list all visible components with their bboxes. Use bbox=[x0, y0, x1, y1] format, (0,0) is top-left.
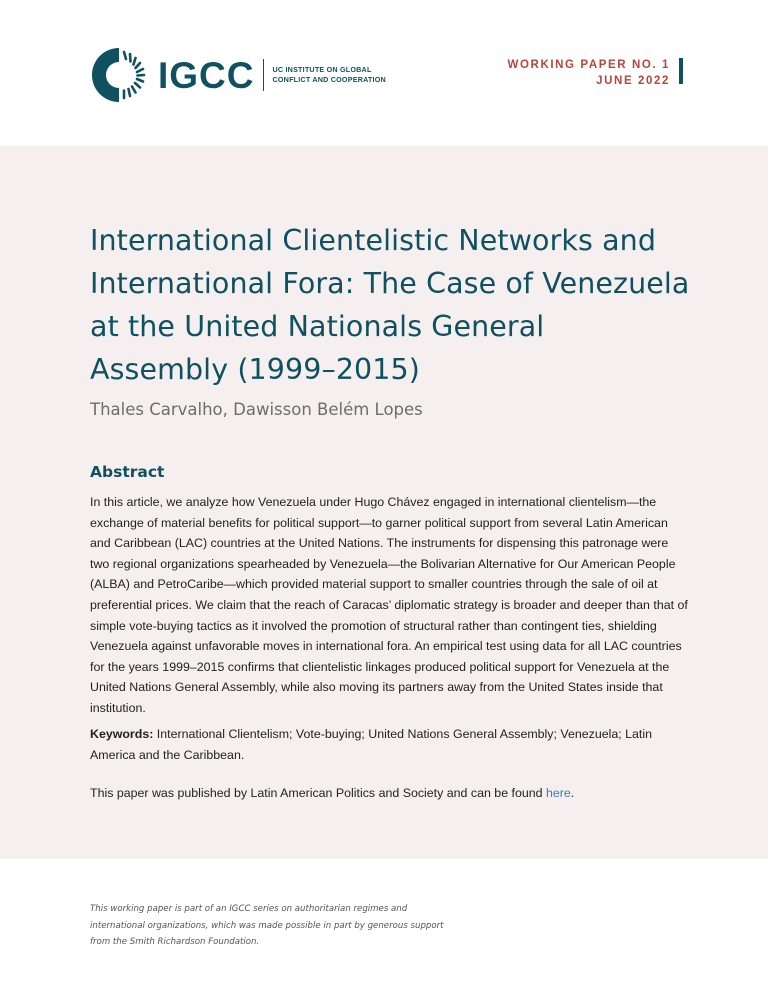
igcc-logo-mark-icon bbox=[88, 44, 150, 106]
logo-divider bbox=[263, 59, 264, 91]
published-text: This paper was published by Latin American Politics and Society and can be found bbox=[90, 786, 546, 800]
paper-title: International Clientelistic Networks and International Fora: The Case of Venezuela at the United Nationals General Assembly (1999–2015) bbox=[90, 224, 690, 386]
igcc-logo[interactable] bbox=[88, 44, 386, 106]
logo-subtitle bbox=[273, 65, 386, 85]
keywords bbox=[90, 724, 690, 765]
meta-accent-bar bbox=[679, 58, 683, 84]
page-header bbox=[0, 0, 768, 146]
published-link[interactable]: here bbox=[545, 786, 571, 800]
abstract-heading: Abstract bbox=[90, 463, 165, 481]
abstract-body: In this article, we analyze how Venezuela under Hugo Chávez engaged in international clientelism—the exchange of material benefits for political support—to garner political support from several Latin American and Caribbean (LAC) countries at the United Nations. The instruments for dispensing this patronage were two regional organizations spearheaded by Venezuela—the Bolivarian Alternative for Our American People (ALBA) and PetroCaribe—which provided material support to smaller countries through the sale of oil at preferential prices. We claim that the reach of Caracas’ diplomatic strategy is broader and deeper than that of simple vote-buying tactics as it involved the promotion of structural rather than contingent ties, shielding Venezuela against unfavorable moves in international fora. An empirical test using data for all LAC countries for the years 1999–2015 confirms that clientelistic linkages produced political support for Venezuela at the United Nations General Assembly, while also moving its partners away from the United States inside that institution. bbox=[90, 495, 688, 715]
logo-subtitle-line2: CONFLICT AND COOPERATION bbox=[272, 75, 386, 84]
funding-footnote: This working paper is part of an IGCC series on authoritarian regimes and international organizations, which was made possible in part by generous support from the Smith Richardson Foundation. bbox=[90, 904, 444, 947]
paper-authors: Thales Carvalho, Dawisson Belém Lopes bbox=[90, 400, 423, 419]
published-note bbox=[90, 783, 690, 804]
logo-wordmark: IGCC bbox=[158, 54, 255, 96]
paper-date: JUNE 2022 bbox=[596, 75, 670, 87]
paper-number: WORKING PAPER NO. 1 bbox=[507, 59, 670, 71]
logo-subtitle-line1: UC INSTITUTE ON GLOBAL bbox=[272, 65, 372, 74]
keywords-text: International Clientelism; Vote-buying; United Nations General Assembly; Venezuela; Latin America and the Caribbean. bbox=[90, 727, 653, 762]
keywords-label: Keywords: bbox=[90, 727, 154, 741]
paper-meta bbox=[508, 57, 670, 89]
published-suffix: . bbox=[570, 786, 575, 800]
